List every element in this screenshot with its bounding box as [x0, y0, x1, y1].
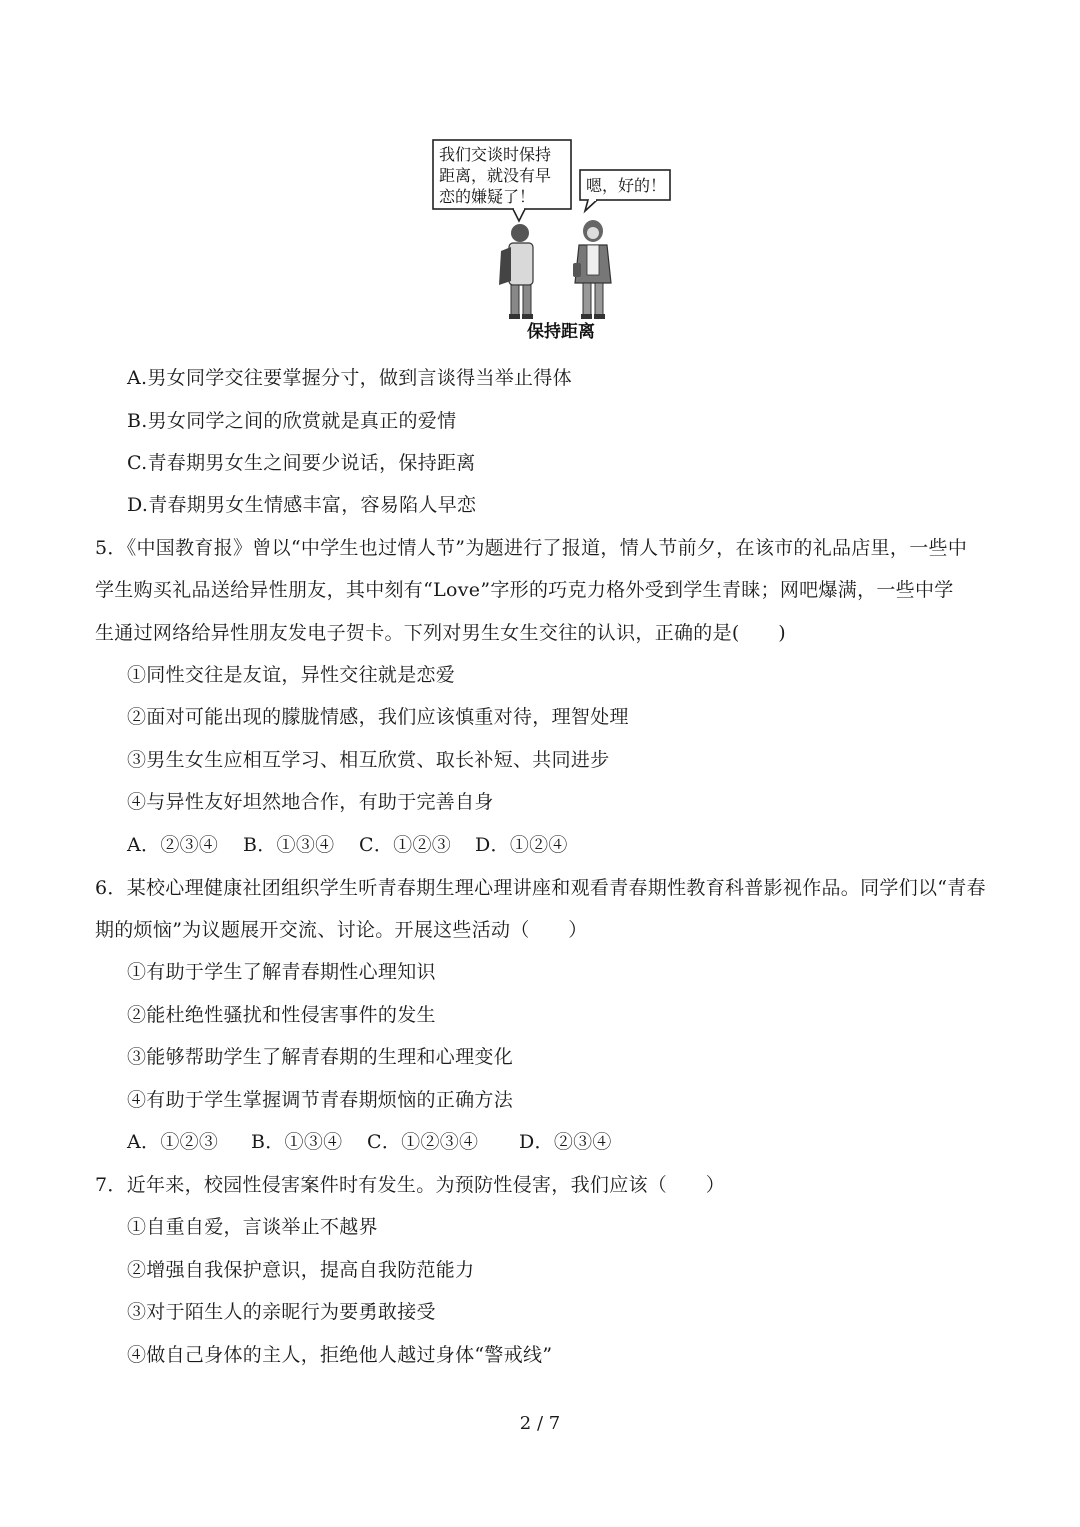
- page-number: 2 / 7: [519, 1413, 561, 1434]
- q4-option-a: A.男女同学交往要掌握分寸，做到言谈得当举止得体: [127, 367, 572, 389]
- q6-choices: [127, 1129, 612, 1155]
- q7-item-4: ④做自己身体的主人，拒绝他人越过身体“警戒线”: [127, 1344, 553, 1366]
- q5-item-4: ④与异性友好坦然地合作，有助于完善自身: [127, 791, 494, 813]
- q6-item-1: ①有助于学生了解青春期性心理知识: [127, 961, 436, 983]
- q6-stem-line-1: 6．某校心理健康社团组织学生听青春期生理心理讲座和观看青春期性教育科普影视作品。同学们以“青春: [95, 877, 986, 899]
- q5-choice-d: D．①②④: [475, 834, 568, 856]
- cartoon-figure: [425, 133, 685, 345]
- q6-stem-line-2: 期的烦恼”为议题展开交流、讨论。开展这些活动（ ）: [95, 919, 588, 941]
- q7-stem-line-1: 7．近年来，校园性侵害案件时有发生。为预防性侵害，我们应该（ ）: [95, 1174, 725, 1196]
- q5-item-1: ①同性交往是友谊，异性交往就是恋爱: [127, 664, 456, 686]
- q5-choice-a: A．②③④: [127, 834, 219, 856]
- q4-option-d: D.青春期男女生情感丰富，容易陷人早恋: [127, 494, 477, 516]
- q7-item-2: ②增强自我保护意识，提高自我防范能力: [127, 1259, 475, 1281]
- q5-stem-line-1: 5．《中国教育报》曾以“中学生也过情人节”为题进行了报道，情人节前夕，在该市的礼品店里，一些中: [95, 537, 968, 559]
- q5-stem-line-3: 生通过网络给异性朋友发电子贺卡。下列对男生女生交往的认识，正确的是( ): [95, 622, 786, 644]
- q6-item-3: ③能够帮助学生了解青春期的生理和心理变化: [127, 1046, 514, 1068]
- bubble-right-text: 嗯，好的！: [586, 176, 667, 195]
- q6-choice-b: B．①③④: [251, 1131, 343, 1153]
- bubble-left-line-2: 距离，就没有早: [439, 166, 552, 185]
- bubble-left-line-3: 恋的嫌疑了！: [439, 187, 536, 206]
- q7-item-1: ①自重自爱，言谈举止不越界: [127, 1216, 378, 1238]
- q5-choices: [127, 832, 568, 858]
- bubble-left-line-1: 我们交谈时保持: [439, 145, 552, 164]
- q5-item-3: ③男生女生应相互学习、相互欣赏、取长补短、共同进步: [127, 749, 610, 771]
- q5-choice-c: C．①②③: [359, 834, 452, 856]
- q5-stem-line-2: 学生购买礼品送给异性朋友，其中刻有“Love”字形的巧克力格外受到学生青睐；网吧爆满，一些中学: [95, 579, 954, 601]
- q4-option-c: C.青春期男女生之间要少说话，保持距离: [127, 452, 476, 474]
- q6-choice-d: D．②③④: [519, 1131, 612, 1153]
- figure-caption: 保持距离: [527, 322, 595, 342]
- q5-item-2: ②面对可能出现的朦胧情感，我们应该慎重对待，理智处理: [127, 706, 629, 728]
- q4-option-b: B.男女同学之间的欣赏就是真正的爱情: [127, 410, 457, 432]
- q6-choice-a: A．①②③: [127, 1131, 219, 1153]
- q6-choice-c: C．①②③④: [367, 1131, 479, 1153]
- q6-item-2: ②能杜绝性骚扰和性侵害事件的发生: [127, 1004, 436, 1026]
- q6-item-4: ④有助于学生掌握调节青春期烦恼的正确方法: [127, 1089, 514, 1111]
- boy-figure: [499, 224, 533, 319]
- q7-item-3: ③对于陌生人的亲昵行为要勇敢接受: [127, 1301, 436, 1323]
- illustration-keep-distance: [425, 133, 685, 345]
- girl-figure: [573, 220, 611, 319]
- q5-choice-b: B．①③④: [243, 834, 335, 856]
